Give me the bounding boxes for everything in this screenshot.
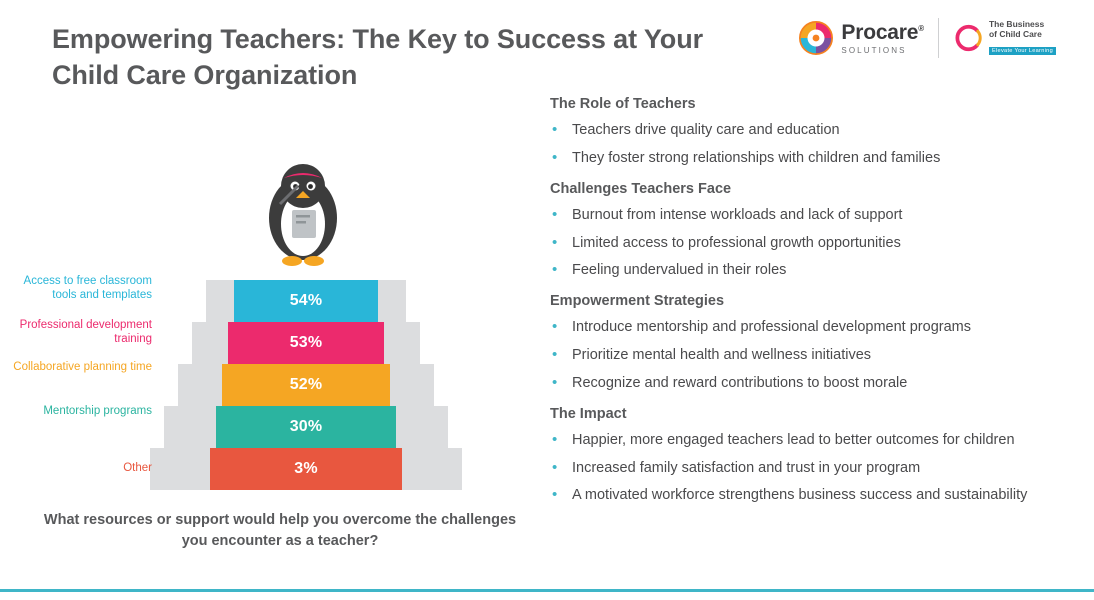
bullet-dot-icon: • [552, 346, 558, 364]
bullet-dot-icon: • [552, 486, 558, 504]
procare-wordmark [841, 22, 924, 55]
procare-logo [799, 21, 924, 55]
penguin-mascot-icon [248, 158, 358, 270]
category-label-4: Other [123, 462, 152, 474]
bar-1 [228, 322, 384, 364]
list-item-text: Introduce mentorship and professional development programs [572, 319, 971, 336]
bar-0 [234, 280, 378, 322]
category-label-2: Collaborative planning time [13, 361, 152, 373]
bcc-line-1: The Business [988, 18, 1045, 29]
list-item-text: They foster strong relationships with children and families [572, 149, 941, 166]
page-title: Empowering Teachers: The Key to Success at Your Child Care Organization [52, 24, 703, 90]
bar-3 [216, 406, 396, 448]
list-item-text: Burnout from intense workloads and lack of support [572, 206, 903, 223]
bar-value-1: 53% [289, 334, 323, 351]
pyramid-chart [13, 140, 510, 500]
section-heading: The Impact [550, 405, 627, 422]
section-the-impact [550, 406, 1060, 506]
list-item [550, 346, 1060, 365]
list-item-text: Feeling undervalued in their roles [572, 262, 787, 279]
list-item [550, 459, 1060, 478]
section-heading: Empowerment Strategies [550, 293, 725, 310]
steps-graphic [150, 262, 462, 490]
bar-4 [210, 448, 402, 490]
bar-value-4: 3% [294, 460, 318, 477]
logo-divider [938, 18, 939, 58]
list-item [550, 149, 1060, 168]
list-item [550, 261, 1060, 280]
business-of-child-care-logo [953, 19, 1056, 58]
bullet-dot-icon: • [552, 205, 558, 223]
bar-value-2: 52% [289, 376, 323, 393]
list-item [550, 318, 1060, 337]
list-item-text: Increased family satisfaction and trust in your program [572, 459, 921, 476]
category-label-0: Access to free classroom tools and templates [23, 275, 152, 302]
category-label-3: Mentorship programs [43, 405, 152, 417]
bullet-dot-icon: • [552, 373, 558, 391]
procare-mark-icon [799, 21, 833, 55]
list-item-text: Happier, more engaged teachers lead to better outcomes for children [572, 431, 1015, 448]
bullet-dot-icon: • [552, 233, 558, 251]
list-item [550, 374, 1060, 393]
list-item-text: Prioritize mental health and wellness initiatives [572, 347, 872, 364]
bullet-dot-icon: • [552, 148, 558, 166]
section-challenges-teachers-face [550, 181, 1060, 281]
list-item-text: Limited access to professional growth opportunities [572, 234, 901, 251]
bullet-dot-icon: • [552, 121, 558, 138]
bullet-dot-icon: • [552, 458, 558, 476]
footer-accent-rule [0, 589, 1094, 592]
bullet-dot-icon: • [552, 318, 558, 336]
section-empowerment-strategies [550, 293, 1060, 393]
logo-area [799, 14, 1056, 62]
section-heading: Challenges Teachers Face [550, 180, 732, 197]
section-role-of-teachers [550, 96, 1060, 168]
procare-name: Procare® [841, 20, 924, 44]
list-item-text: A motivated workforce strengthens business success and sustainability [572, 487, 1028, 504]
content-column [550, 96, 1060, 514]
c-swoosh-icon [953, 23, 983, 53]
bar-value-0: 54% [289, 292, 323, 309]
registered-mark: ® [918, 23, 924, 33]
bcc-wordmark [989, 19, 1056, 58]
bullet-dot-icon: • [552, 430, 558, 448]
list-item [550, 431, 1060, 450]
list-item [550, 486, 1060, 505]
list-item [550, 234, 1060, 253]
bullet-dot-icon: • [552, 261, 558, 279]
bcc-line-2: of Child Care [988, 28, 1042, 39]
procare-subtitle: SOLUTIONS [841, 45, 907, 55]
bar-value-3: 30% [289, 418, 323, 435]
list-item-text: Recognize and reward contributions to boost morale [572, 374, 908, 391]
list-item [550, 206, 1060, 225]
list-item-text: Teachers drive quality care and education [572, 122, 840, 138]
chart-question-caption: What resources or support would help you overcome the challenges you encounter as a teacher? [43, 512, 517, 550]
section-heading: The Role of Teachers [550, 96, 696, 112]
bar-2 [222, 364, 390, 406]
bcc-tagline: Elevate Your Learning [989, 47, 1056, 56]
category-label-1: Professional development training [19, 319, 152, 346]
list-item [550, 121, 1060, 140]
